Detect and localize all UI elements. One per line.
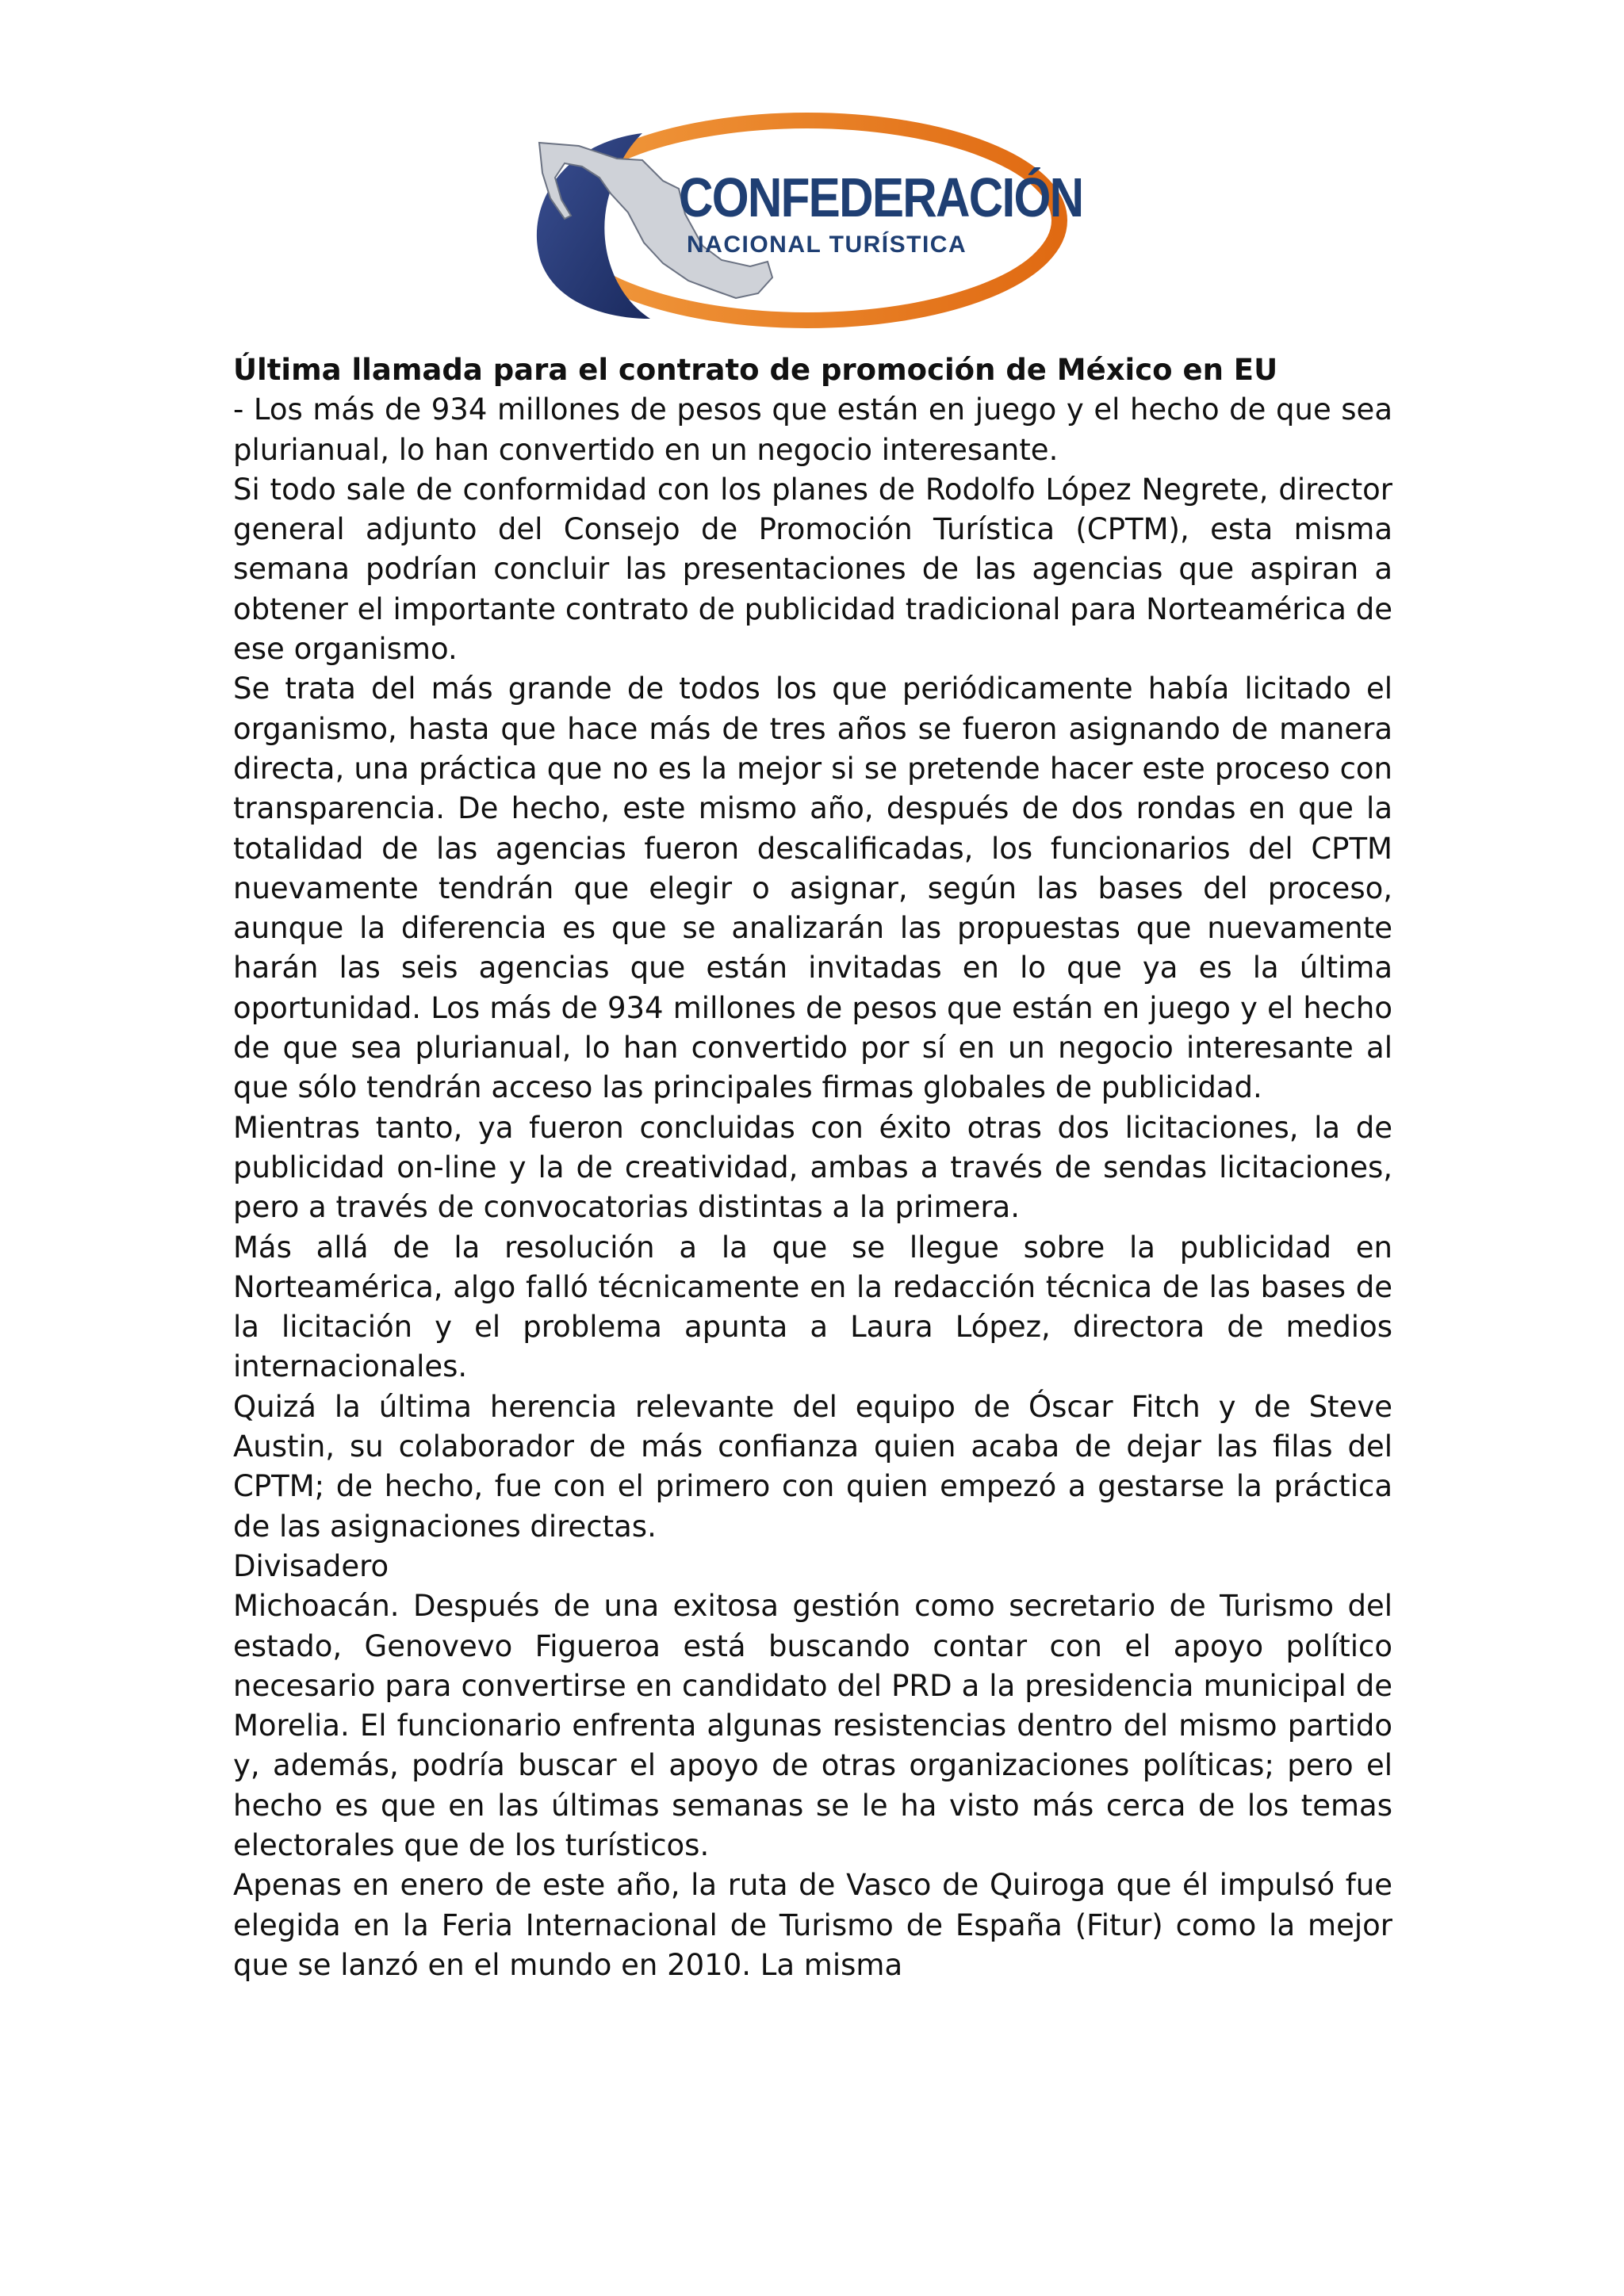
logo-title-line2: NACIONAL TURÍSTICA [687, 232, 967, 258]
article-title: Última llamada para el contrato de promoción de México en EU [233, 353, 1278, 387]
article-paragraph: Se trata del más grande de todos los que periódicamente había licitado el organismo, hasta que hace más de tres años se fueron asignando de manera directa, una práctica que no es la mejor si se pretende hacer este proceso con transparencia. De hecho, este mismo año, después de dos rondas en que la totalidad de las agencias fueron descalificadas, los funcionarios del CPTM nuevamente tendrán que elegir o asignar, según las bases del proceso, aunque la diferencia es que se analizarán las propuestas que nuevamente harán las seis agencias que están invitadas en lo que ya es la última oportunidad. Los más de 934 millones de pesos que están en juego y el hecho de que sea plurianual, lo han convertido por sí en un negocio interesante al que sólo tendrán acceso las principales firmas globales de publicidad. [233, 672, 1392, 1105]
logo-title-line1: CONFEDERACIÓN [679, 166, 1083, 228]
article-paragraph: Quizá la última herencia relevante del equipo de Óscar Fitch y de Steve Austin, su colaborador de más confianza quien acaba de dejar las filas del CPTM; de hecho, fue con el primero con quien empezó a gestarse la práctica de las asignaciones directas. [233, 1389, 1392, 1544]
article-paragraph: Más allá de la resolución a la que se llegue sobre la publicidad en Norteamérica, algo falló técnicamente en la redacción técnica de las bases de la licitación y el problema apunta a Laura López, directora de medios internacionales. [233, 1230, 1392, 1384]
article-paragraph: Apenas en enero de este año, la ruta de Vasco de Quiroga que él impulsó fue elegida en la Feria Internacional de Turismo de España (Fitur) como la mejor que se lanzó en el mundo en 2010. La misma [233, 1868, 1392, 1982]
confederacion-logo [523, 111, 1083, 341]
article-body [233, 350, 1392, 1985]
article-paragraph: Mientras tanto, ya fueron concluidas con éxito otras dos licitaciones, la de publicidad on-line y la de creatividad, ambas a través de sendas licitaciones, pero a través de convocatorias distintas a la primera. [233, 1110, 1392, 1225]
article-paragraph: Si todo sale de conformidad con los planes de Rodolfo López Negrete, director general adjunto del Consejo de Promoción Turística (CPTM), esta misma semana podrían concluir las presentaciones de las agencias que aspiran a obtener el importante contrato de publicidad tradicional para Norteamérica de ese organismo. [233, 472, 1392, 667]
article-paragraph: - Los más de 934 millones de pesos que están en juego y el hecho de que sea plurianual, lo han convertido en un negocio interesante. [233, 392, 1392, 467]
article-paragraph: Michoacán. Después de una exitosa gestión como secretario de Turismo del estado, Genovevo Figueroa está buscando contar con el apoyo político necesario para convertirse en candidato del PRD a la presidencia municipal de Morelia. El funcionario enfrenta algunas resistencias dentro del mismo partido y, además, podría buscar el apoyo de otras organizaciones políticas; pero el hecho es que en las últimas semanas se le ha visto más cerca de los temas electorales que de los turísticos. [233, 1589, 1392, 1862]
section-heading: Divisadero [233, 1548, 389, 1583]
